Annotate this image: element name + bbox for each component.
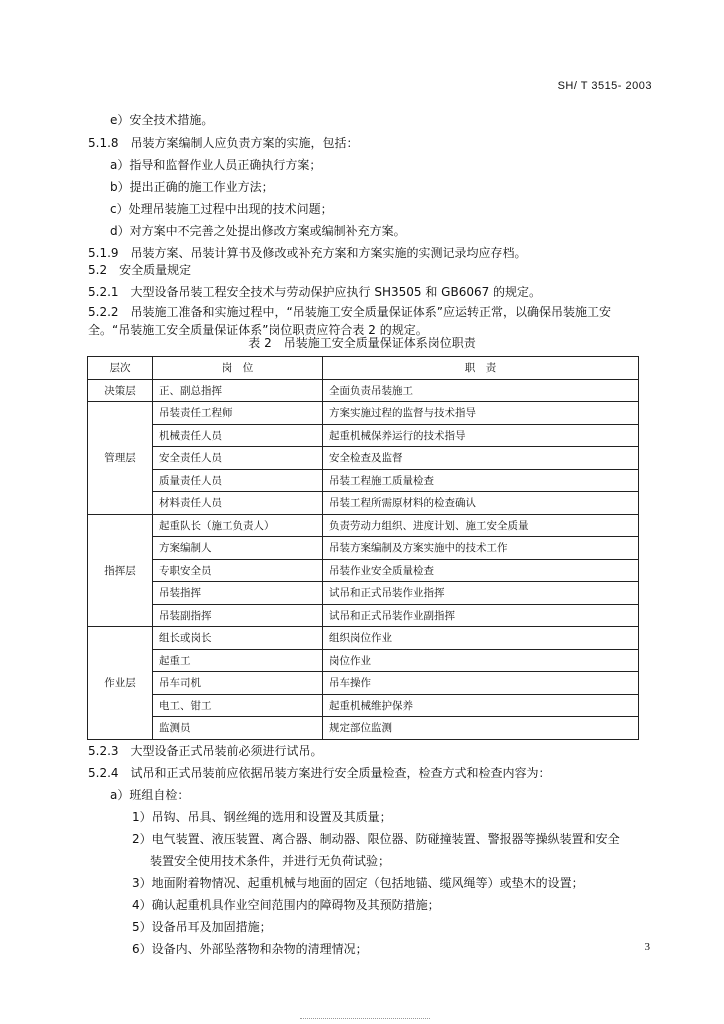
post-cell: 安全责任人员 [153,447,323,470]
table-row [88,672,639,695]
clause-5-1-7-e: e）安全技术措施。 [110,113,214,127]
duty-cell: 试吊和正式吊装作业指挥 [323,582,639,605]
table-caption: 表 2 吊装施工安全质量保证体系岗位职责 [248,336,476,350]
table-row [88,604,639,627]
post-cell: 电工、钳工 [153,694,323,717]
duty-cell: 全面负责吊装施工 [323,379,639,402]
duty-cell: 试吊和正式吊装作业副指挥 [323,604,639,627]
page-number: 3 [644,941,650,953]
layer-cell: 作业层 [88,627,153,740]
duty-cell: 规定部位监测 [323,717,639,740]
table-row [88,559,639,582]
table-row [88,582,639,605]
duty-table [87,356,639,740]
clause-5-2-4: 5.2.4 试吊和正式吊装前应依据吊装方案进行安全质量检查，检查方式和检查内容为： [88,766,551,780]
post-cell: 材料责任人员 [153,492,323,515]
table-row [88,627,639,650]
header-layer: 层次 [88,357,153,380]
post-cell: 吊装副指挥 [153,604,323,627]
check-item-5: 5）设备吊耳及加固措施； [132,920,272,934]
post-cell: 质量责任人员 [153,469,323,492]
clause-5-2-2: 5.2.2 吊装施工准备和实施过程中，“吊装施工安全质量保证体系”应运转正常，以确保吊装施工安 [88,305,611,319]
footer-mark [300,1018,430,1021]
check-item-2-cont: 装置安全使用技术条件，并进行无负荷试验； [150,854,391,868]
table-row [88,424,639,447]
duty-cell: 组织岗位作业 [323,627,639,650]
check-item-1: 1）吊钩、吊具、钢丝绳的选用和设置及其质量； [132,810,392,824]
table-row [88,649,639,672]
duty-cell: 吊车操作 [323,672,639,695]
clause-5-1-8-d: d）对方案中不完善之处提出修改方案或编制补充方案。 [110,224,406,238]
table-row [88,694,639,717]
table-row [88,447,639,470]
clause-5-2-2-cont: 全。“吊装施工安全质量保证体系”岗位职责应符合表 2 的规定。 [88,323,428,337]
clause-5-1-8-c: c）处理吊装施工过程中出现的技术问题； [110,202,333,216]
check-item-2: 2）电气装置、液压装置、离合器、制动器、限位器、防碰撞装置、警报器等操纵装置和安全 [132,832,620,846]
table-row [88,402,639,425]
duty-cell: 吊装工程施工质量检查 [323,469,639,492]
duty-cell: 方案实施过程的监督与技术指导 [323,402,639,425]
post-cell: 吊装责任工程师 [153,402,323,425]
post-cell: 起重工 [153,649,323,672]
table-row [88,469,639,492]
post-cell: 正、副总指挥 [153,379,323,402]
header-duty: 职 责 [323,357,639,380]
post-cell: 监测员 [153,717,323,740]
check-item-4: 4）确认起重机具作业空间范围内的障碍物及其预防措施； [132,898,440,912]
clause-5-2-3: 5.2.3 大型设备正式吊装前必须进行试吊。 [88,744,323,758]
duty-cell: 岗位作业 [323,649,639,672]
clause-5-2-1: 5.2.1 大型设备吊装工程安全技术与劳动保护应执行 SH3505 和 GB6067 的规定。 [88,285,542,299]
table-row [88,379,639,402]
table-row [88,717,639,740]
layer-cell: 指挥层 [88,514,153,627]
clause-5-1-8: 5.1.8 吊装方案编制人应负责方案的实施，包括： [88,136,359,150]
clause-5-2-4-a: a）班组自检： [110,788,190,802]
header-post: 岗 位 [153,357,323,380]
post-cell: 方案编制人 [153,537,323,560]
table-header-row [88,357,639,380]
duty-cell: 吊装工程所需原材料的检查确认 [323,492,639,515]
post-cell: 组长或岗长 [153,627,323,650]
clause-5-1-9: 5.1.9 吊装方案、吊装计算书及修改或补充方案和方案实施的实测记录均应存档。 [88,246,527,260]
post-cell: 吊车司机 [153,672,323,695]
standard-code: SH/ T 3515- 2003 [557,80,652,92]
clause-5-1-8-b: b）提出正确的施工作业方法； [110,180,274,194]
duty-cell: 起重机械维护保养 [323,694,639,717]
layer-cell: 决策层 [88,379,153,402]
check-item-6: 6）设备内、外部坠落物和杂物的清理情况； [132,942,368,956]
table-row [88,492,639,515]
table-row [88,537,639,560]
post-cell: 起重队长（施工负责人） [153,514,323,537]
duty-cell: 吊装方案编制及方案实施中的技术工作 [323,537,639,560]
table-row [88,514,639,537]
section-5-2-heading: 5.2 安全质量规定 [88,263,192,277]
layer-cell: 管理层 [88,402,153,515]
post-cell: 机械责任人员 [153,424,323,447]
duty-cell: 安全检查及监督 [323,447,639,470]
check-item-3: 3）地面附着物情况、起重机械与地面的固定（包括地锚、缆风绳等）或垫木的设置； [132,876,584,890]
post-cell: 专职安全员 [153,559,323,582]
post-cell: 吊装指挥 [153,582,323,605]
duty-cell: 吊装作业安全质量检查 [323,559,639,582]
clause-5-1-8-a: a）指导和监督作业人员正确执行方案； [110,158,322,172]
duty-cell: 起重机械保养运行的技术指导 [323,424,639,447]
duty-cell: 负责劳动力组织、进度计划、施工安全质量 [323,514,639,537]
